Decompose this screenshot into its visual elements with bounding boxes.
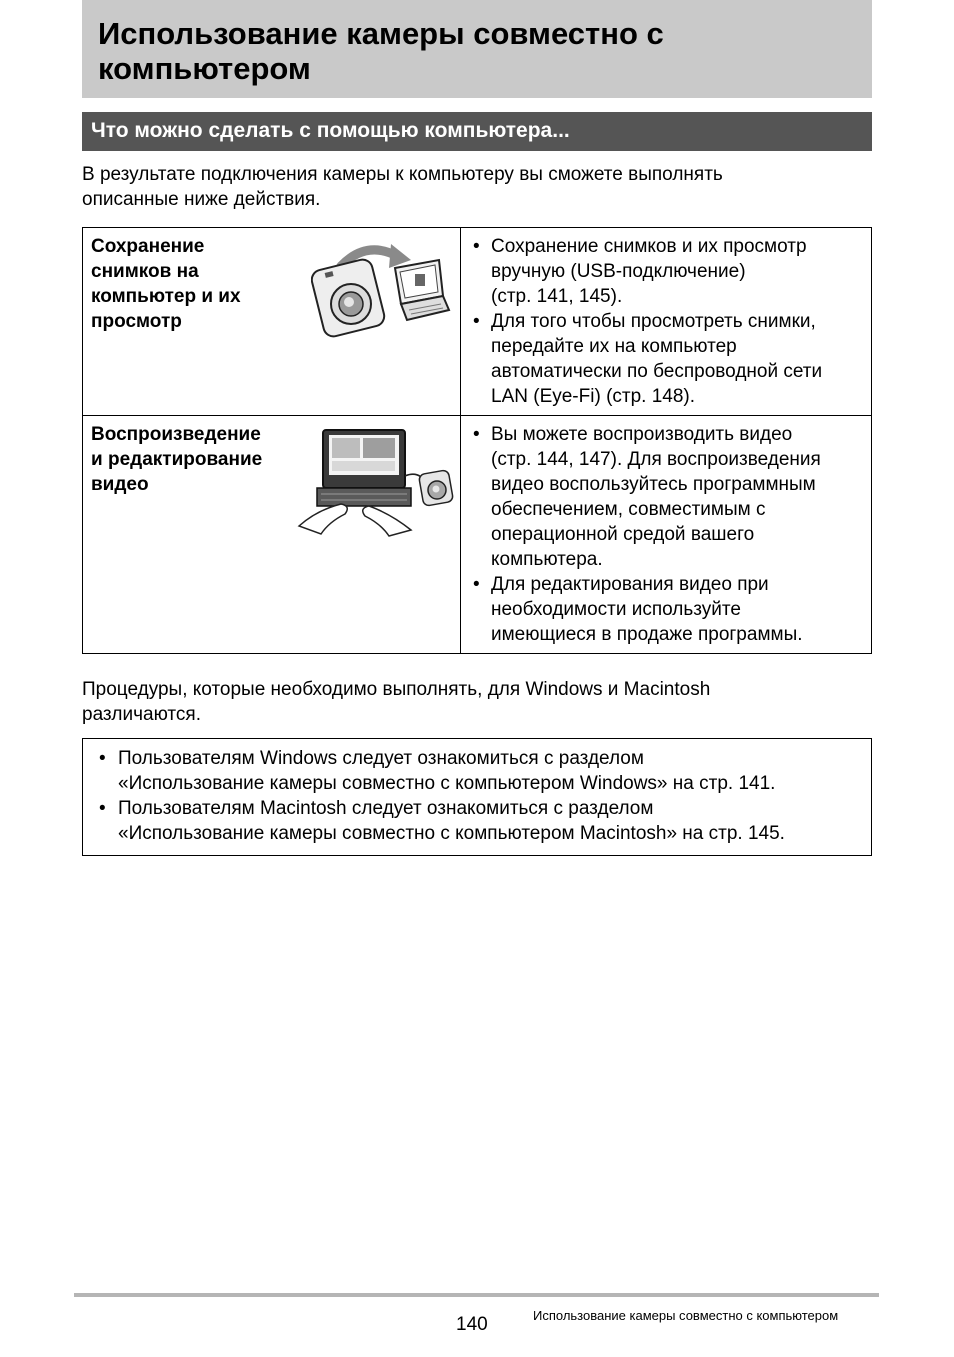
bullet-line: необходимости используйте	[491, 599, 741, 620]
bullet-line: операционной средой вашего	[491, 524, 755, 545]
video-editing-illustration	[295, 426, 455, 538]
bullet-line: компьютера.	[491, 549, 603, 570]
bullet-line: передайте их на компьютер	[491, 336, 737, 357]
timeline-icon	[332, 461, 395, 471]
footer-caption: Использование камеры совместно с компьютером	[533, 1308, 839, 1323]
note-line: Пользователям Windows следует ознакомиться с разделом	[118, 748, 644, 769]
bullet-line: Вы можете воспроизводить видео	[491, 424, 793, 445]
intro-line-1: В результате подключения камеры к компьютеру вы сможете выполнять	[82, 164, 723, 185]
procedures-paragraph	[82, 677, 872, 727]
bullet-line: обеспечением, совместимым с	[491, 499, 766, 520]
bullet-line: Сохранение снимков и их просмотр	[491, 236, 807, 257]
feature-title-line: снимков на	[91, 261, 199, 282]
feature-title-line: видео	[91, 474, 149, 495]
bullet-line: Для редактирования видео при	[491, 574, 769, 595]
camera-icon	[311, 258, 386, 339]
section-header-bar	[82, 112, 872, 151]
video-preview-icon	[332, 438, 360, 458]
footer-divider	[74, 1293, 879, 1297]
feature-bullet	[473, 309, 861, 409]
laptop-icon	[395, 260, 449, 320]
chapter-title	[98, 16, 872, 86]
bullet-line: (стр. 141, 145).	[491, 286, 623, 307]
section-title: Что можно сделать с помощью компьютера...	[91, 119, 570, 142]
bullet-line: Для того чтобы просмотреть снимки,	[491, 311, 816, 332]
feature-title-line: Сохранение	[91, 236, 205, 257]
laptop-icon	[317, 430, 411, 506]
procedures-line-2: различаются.	[82, 704, 201, 725]
feature-description-cell	[461, 228, 872, 416]
bullet-line: LAN (Eye-Fi) (стр. 148).	[491, 386, 696, 407]
features-table	[82, 227, 872, 654]
intro-line-2: описанные ниже действия.	[82, 189, 321, 210]
chapter-title-band	[82, 0, 872, 98]
feature-title	[91, 422, 291, 497]
chapter-title-line-1: Использование камеры совместно с	[98, 16, 664, 51]
feature-title-line: Воспроизведение	[91, 424, 261, 445]
os-note-macintosh	[99, 796, 857, 846]
feature-row-save	[83, 228, 872, 416]
feature-bullet	[473, 572, 861, 647]
bullet-line: автоматически по беспроводной сети	[491, 361, 823, 382]
bullet-line: (стр. 144, 147). Для воспроизведения	[491, 449, 821, 470]
feature-row-video	[83, 416, 872, 654]
feature-bullet	[473, 422, 861, 572]
chapter-title-line-2: компьютером	[98, 51, 311, 86]
camera-icon	[418, 470, 453, 507]
transfer-arrow-head-icon	[389, 244, 411, 268]
feature-bullet	[473, 234, 861, 309]
os-notes-list	[99, 746, 857, 846]
feature-bullet-list	[473, 234, 861, 409]
bullet-line: видео воспользуйтесь программным	[491, 474, 816, 495]
note-line: «Использование камеры совместно с компьютером Windows» на стр. 141.	[118, 773, 776, 794]
bullet-line: имеющиеся в продаже программы.	[491, 624, 803, 645]
camera-to-laptop-illustration	[311, 238, 451, 348]
feature-description-cell	[461, 416, 872, 654]
page-number: 140	[456, 1314, 488, 1335]
note-line: Пользователям Macintosh следует ознакомиться с разделом	[118, 798, 654, 819]
feature-title-line: компьютер и их	[91, 286, 241, 307]
video-preview-icon	[363, 438, 395, 458]
photo-on-screen-icon	[415, 274, 425, 286]
intro-paragraph	[82, 162, 872, 212]
bullet-line: вручную (USB-подключение)	[491, 261, 746, 282]
os-notes-box	[82, 738, 872, 856]
feature-bullet-list	[473, 422, 861, 647]
feature-label-cell	[83, 228, 461, 416]
feature-title	[91, 234, 291, 334]
feature-title-line: просмотр	[91, 311, 182, 332]
feature-label-cell	[83, 416, 461, 654]
os-note-windows	[99, 746, 857, 796]
feature-title-line: и редактирование	[91, 449, 263, 470]
note-line: «Использование камеры совместно с компьютером Macintosh» на стр. 145.	[118, 823, 785, 844]
procedures-line-1: Процедуры, которые необходимо выполнять, для Windows и Macintosh	[82, 679, 711, 700]
hands-icon	[299, 504, 411, 536]
